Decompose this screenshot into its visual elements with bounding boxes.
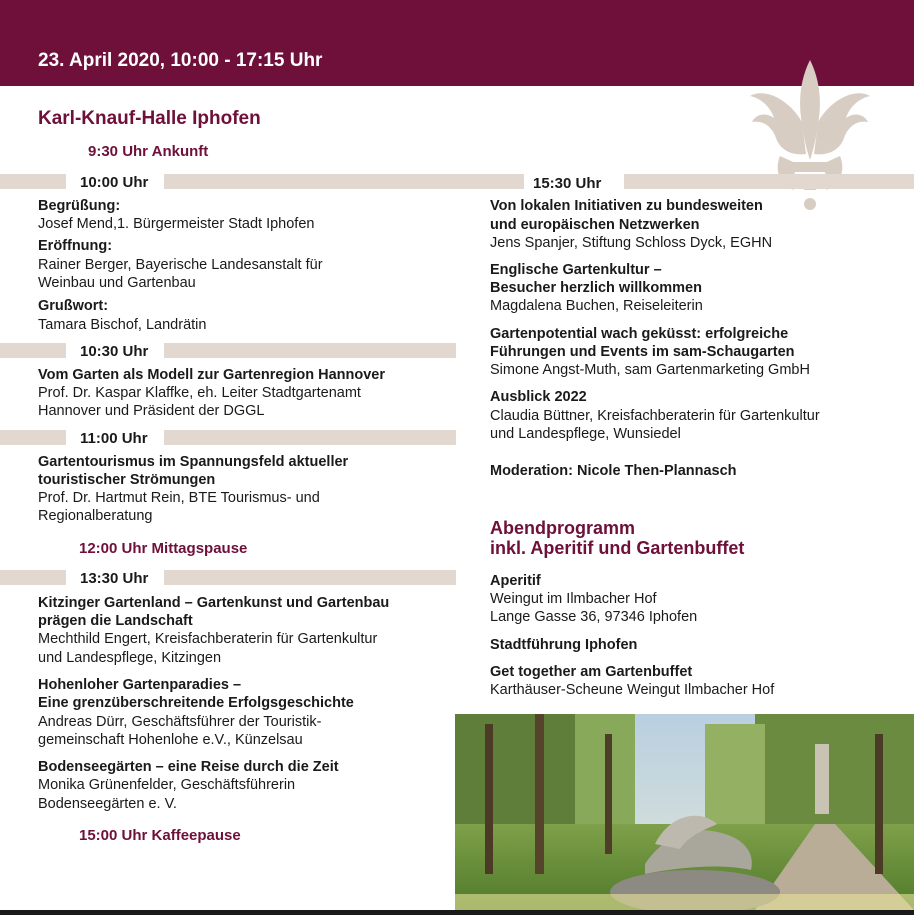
- speaker-line: Weinbau und Gartenbau: [38, 275, 196, 291]
- speaker-line: Prof. Dr. Hartmut Rein, BTE Tourismus- und: [38, 490, 320, 506]
- coffee-break: 15:00 Uhr Kaffeepause: [79, 827, 241, 844]
- session-heading: Eröffnung:: [38, 238, 113, 254]
- speaker-line: Hannover und Präsident der DGGL: [38, 403, 265, 419]
- session-heading: Vom Garten als Modell zur Gartenregion Hannover: [38, 367, 385, 383]
- session-heading: Gartentourismus im Spannungsfeld aktueller: [38, 454, 349, 470]
- session-heading: Ausblick 2022: [490, 389, 587, 405]
- session-heading: Kitzinger Gartenland – Gartenkunst und Gartenbau: [38, 595, 390, 611]
- speaker-line: Tamara Bischof, Landrätin: [38, 317, 207, 333]
- session-heading: Grußwort:: [38, 298, 109, 314]
- session-heading: Get together am Gartenbuffet: [490, 664, 693, 680]
- session-heading: Gartenpotential wach geküsst: erfolgreiche: [490, 326, 789, 342]
- session-heading: Aperitif: [490, 573, 541, 589]
- session-heading: Besucher herzlich willkommen: [490, 280, 702, 296]
- time-label: 13:30 Uhr: [80, 570, 149, 587]
- time-label: 10:30 Uhr: [80, 343, 149, 360]
- speaker-line: und Landespflege, Kitzingen: [38, 650, 222, 666]
- moderation: Moderation: Nicole Then-Plannasch: [490, 463, 737, 479]
- speaker-line: Jens Spanjer, Stiftung Schloss Dyck, EGHN: [490, 235, 773, 251]
- event-date: 23. April 2020, 10:00 - 17:15 Uhr: [38, 50, 323, 71]
- speaker-line: Mechthild Engert, Kreisfachberaterin für Gartenkultur: [38, 631, 378, 647]
- evening-program-title: [490, 518, 744, 558]
- session-heading: Englische Gartenkultur –: [490, 262, 662, 278]
- session-heading: Von lokalen Initiativen zu bundesweiten: [490, 198, 763, 214]
- session-heading: prägen die Landschaft: [38, 613, 193, 629]
- speaker-line: Lange Gasse 36, 97346 Iphofen: [490, 609, 698, 625]
- speaker-line: Simone Angst-Muth, sam Gartenmarketing GmbH: [490, 362, 810, 378]
- venue-title: Karl-Knauf-Halle Iphofen: [38, 108, 261, 129]
- session-heading: Eine grenzüberschreitende Erfolgsgeschichte: [38, 695, 354, 711]
- speaker-line: gemeinschaft Hohenlohe e.V., Künzelsau: [38, 732, 303, 748]
- speaker-line: Karthäuser-Scheune Weingut Ilmbacher Hof: [490, 682, 775, 698]
- lunch-break: 12:00 Uhr Mittagspause: [79, 540, 248, 557]
- speaker-line: Prof. Dr. Kaspar Klaffke, eh. Leiter Stadtgartenamt: [38, 385, 361, 401]
- time-label: 15:30 Uhr: [533, 175, 602, 192]
- session-heading: und europäischen Netzwerken: [490, 217, 700, 233]
- evening-subtitle-line: inkl. Aperitif und Gartenbuffet: [490, 538, 745, 558]
- speaker-line: Claudia Büttner, Kreisfachberaterin für Gartenkultur: [490, 408, 820, 424]
- bottom-border: [0, 910, 914, 915]
- session-heading: Hohenloher Gartenparadies –: [38, 677, 242, 693]
- speaker-line: Magdalena Buchen, Reiseleiterin: [490, 298, 703, 314]
- speaker-line: Josef Mend,1. Bürgermeister Stadt Iphofen: [38, 216, 315, 232]
- speaker-line: Monika Grünenfelder, Geschäftsführerin: [38, 777, 296, 793]
- speaker-line: Rainer Berger, Bayerische Landesanstalt für: [38, 257, 323, 273]
- session-heading: Bodenseegärten – eine Reise durch die Zeit: [38, 759, 339, 775]
- session-heading: touristischer Strömungen: [38, 472, 216, 488]
- time-label: 10:00 Uhr: [80, 174, 149, 191]
- garden-photo: [455, 714, 914, 910]
- speaker-line: Weingut im Ilmbacher Hof: [490, 591, 657, 607]
- speaker-line: Andreas Dürr, Geschäftsführer der Touristik-: [38, 714, 322, 730]
- session-heading: Begrüßung:: [38, 198, 121, 214]
- session-heading: Führungen und Events im sam-Schaugarten: [490, 344, 795, 360]
- evening-title-line: Abendprogramm: [490, 518, 636, 538]
- arrival-time: 9:30 Uhr Ankunft: [88, 143, 209, 160]
- speaker-line: Bodenseegärten e. V.: [38, 796, 177, 812]
- speaker-line: Regionalberatung: [38, 508, 153, 524]
- time-label: 11:00 Uhr: [80, 430, 148, 447]
- session-heading: Stadtführung Iphofen: [490, 637, 638, 653]
- speaker-line: und Landespflege, Wunsiedel: [490, 426, 681, 442]
